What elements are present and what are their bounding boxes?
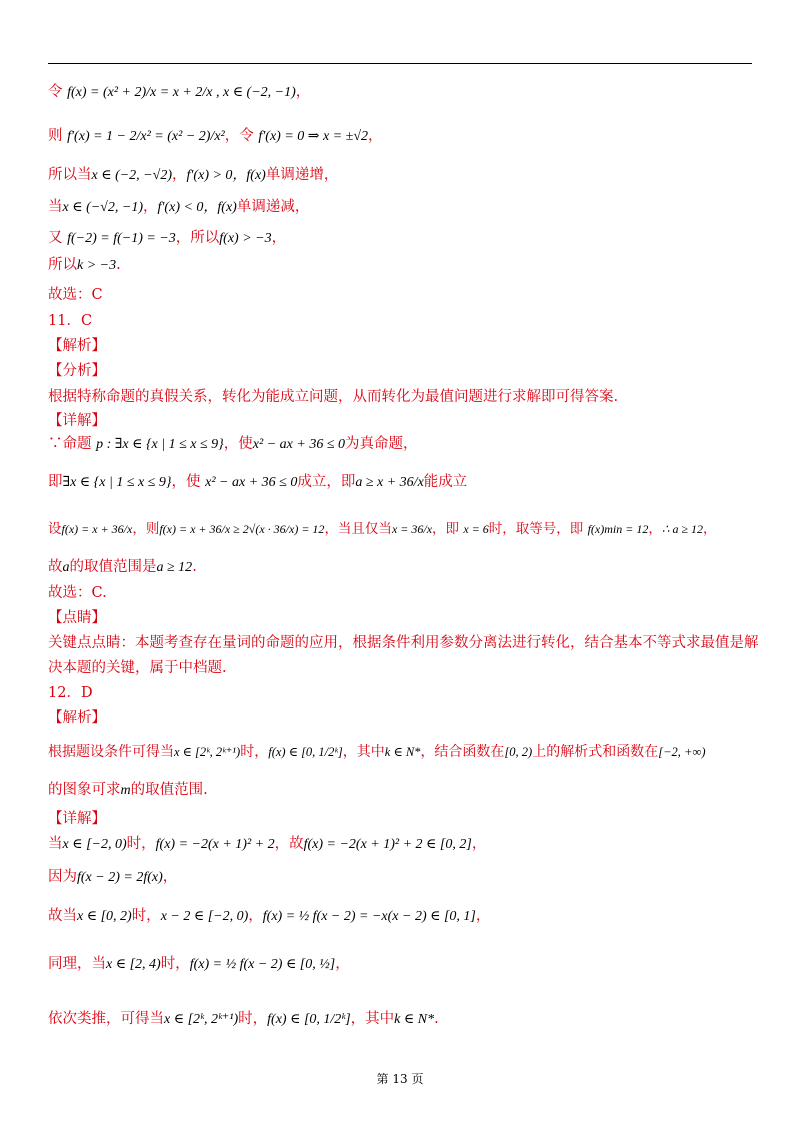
formula: f(x − 2) = 2f(x) xyxy=(77,870,163,885)
formula: x ∈ (−2, −√2) xyxy=(91,168,172,183)
text-segment: 时， xyxy=(160,956,190,972)
analysis-text: 根据特称命题的真假关系，转化为能成立问题，从而转化为最值问题进行求解即可得答案. xyxy=(48,389,619,405)
question-11-heading: 11．C xyxy=(48,313,93,329)
text-segment: 时，取等号，即 xyxy=(488,521,588,537)
formula: f′(x) = 0 ⇒ x = ±√2 xyxy=(258,129,369,144)
text-segment: 时， xyxy=(238,1011,268,1027)
text-segment: 时， xyxy=(240,744,269,760)
formula: a xyxy=(62,560,70,575)
line-derivative xyxy=(48,118,383,154)
text-segment: ，结合函数在 xyxy=(420,744,505,760)
section-jiexi: 【解析】 xyxy=(48,338,106,354)
text-segment: ，其中 xyxy=(342,744,385,760)
formula: k ∈ N* xyxy=(394,1012,435,1027)
text-segment: ，使 xyxy=(171,474,206,490)
formula: x − 2 ∈ [−2, 0) xyxy=(160,909,249,924)
section-xiangjie: 【详解】 xyxy=(48,413,106,429)
text-segment: ，所以 xyxy=(175,230,220,246)
line-proposition xyxy=(48,435,418,454)
line-functional-eq xyxy=(48,868,177,887)
line-case-0-2 xyxy=(48,898,490,934)
formula: x ∈ [−2, 0) xyxy=(62,837,127,852)
formula: m xyxy=(120,783,131,798)
text-segment: ， xyxy=(368,128,383,144)
text-segment: ， xyxy=(648,521,662,537)
text-segment: 当 xyxy=(48,836,63,852)
text-segment: 故 xyxy=(48,559,63,575)
text-segment: 因为 xyxy=(48,869,77,885)
text-segment: 为真命题， xyxy=(345,436,418,452)
text-segment: 所以 xyxy=(48,257,77,273)
line-range-a xyxy=(48,558,197,577)
formula: f(x) = −2(x + 1)² + 2 xyxy=(155,837,275,852)
line-range-m xyxy=(48,781,208,800)
formula: f(−2) = f(−1) = −3 xyxy=(67,231,176,246)
formula: x² − ax + 36 ≤ 0 xyxy=(252,437,345,452)
text-segment: 的图象可求 xyxy=(48,782,121,798)
formula: a ≥ 12 xyxy=(156,560,193,575)
text-segment: 故当 xyxy=(48,908,77,924)
text-segment: . xyxy=(192,559,197,575)
section-xiangjie-12: 【详解】 xyxy=(48,811,106,827)
line-define-f xyxy=(48,74,310,110)
text-segment: 成立，即 xyxy=(297,474,356,490)
text-segment: ，当且仅当 xyxy=(324,521,392,537)
text-segment: ， xyxy=(475,908,491,924)
formula: k ∈ N* xyxy=(384,745,421,759)
text-segment: ， xyxy=(335,956,350,972)
text-segment: 设 xyxy=(48,521,62,537)
formula: f(x) = ½ f(x − 2) ∈ [0, ½] xyxy=(189,957,336,972)
formula: f(x) ∈ [0, 1/2ᵏ] xyxy=(268,745,343,759)
line-values xyxy=(48,229,286,248)
comment-text-1: 关键点点睛：本题考查存在量词的命题的应用，根据条件利用参数分离法进行转化，结合基本不等式求最值是解 xyxy=(48,635,759,651)
text-segment: . xyxy=(434,1011,439,1027)
page-footer: 第 13 页 xyxy=(376,1072,424,1086)
question-12-heading: 12．D xyxy=(48,685,93,701)
formula: x ∈ (−√2, −1) xyxy=(62,200,143,215)
comment-text-2: 决本题的关键，属于中档题. xyxy=(48,660,227,676)
text-segment: ， xyxy=(295,84,311,100)
text-segment: 能成立 xyxy=(423,474,468,490)
text-segment: ， xyxy=(171,167,187,183)
line-general-case xyxy=(48,1001,439,1037)
line-am-gm xyxy=(48,511,717,547)
text-segment: 则 xyxy=(48,128,68,144)
formula: f(x) ∈ [0, 1/2ᵏ] xyxy=(267,1012,351,1027)
section-jiexi-12: 【解析】 xyxy=(48,710,106,726)
formula: f(x) > −3 xyxy=(219,231,272,246)
formula: f(x) = −2(x + 1)² + 2 ∈ [0, 2] xyxy=(303,837,472,852)
line-increasing xyxy=(48,166,338,185)
formula: f(x)min = 12 xyxy=(587,522,649,536)
text-segment: ，故 xyxy=(274,836,304,852)
formula: ∴ a ≥ 12 xyxy=(661,522,704,536)
formula: x ∈ [2, 4) xyxy=(106,957,161,972)
text-segment: ， xyxy=(271,230,287,246)
formula: f(x) = (x² + 2)/x = x + 2/x , x ∈ (−2, −1) xyxy=(67,85,296,100)
text-segment: 令 xyxy=(48,84,68,100)
answer-line-10: 故选：C xyxy=(48,287,103,303)
line-analysis-12 xyxy=(48,734,706,770)
formula: a ≥ x + 36/x xyxy=(355,475,424,490)
text-segment: ， xyxy=(471,836,487,852)
formula: f(x) = x + 36/x xyxy=(61,522,133,536)
text-segment: ， xyxy=(162,869,178,885)
text-segment: ， xyxy=(703,521,717,537)
answer-line-11: 故选：C. xyxy=(48,585,107,601)
text-segment: ，其中 xyxy=(350,1011,395,1027)
line-case-2-4 xyxy=(48,946,350,982)
formula: p : ∃x ∈ {x | 1 ≤ x ≤ 9} xyxy=(96,437,224,452)
formula: ∃x ∈ {x | 1 ≤ x ≤ 9} xyxy=(62,475,172,490)
formula: f(x) = ½ f(x − 2) = −x(x − 2) ∈ [0, 1] xyxy=(262,909,476,924)
text-segment: 同理，当 xyxy=(48,956,106,972)
text-segment: ，使 xyxy=(223,436,253,452)
line-decreasing xyxy=(48,198,309,217)
text-segment: ，令 xyxy=(224,128,259,144)
formula: [−2, +∞) xyxy=(658,745,706,759)
formula: x ∈ [0, 2) xyxy=(77,909,132,924)
formula: f′(x) < 0，f(x) xyxy=(157,200,237,215)
text-segment: 的取值范围是 xyxy=(69,559,157,575)
text-segment: ， xyxy=(142,199,158,215)
text-segment: ∵命题 xyxy=(48,436,97,452)
formula: x² − ax + 36 ≤ 0 xyxy=(205,475,298,490)
line-case-neg xyxy=(48,835,486,854)
text-segment: ，则 xyxy=(132,521,160,537)
section-fenxi: 【分析】 xyxy=(48,363,106,379)
text-segment: 根据题设条件可得当 xyxy=(48,744,174,760)
text-segment: 所以当 xyxy=(48,167,92,183)
formula: f′(x) > 0，f(x) xyxy=(186,168,266,183)
formula: x ∈ [2ᵏ, 2ᵏ⁺¹) xyxy=(164,1012,239,1027)
line-conclusion-k xyxy=(48,256,121,275)
text-segment: ， xyxy=(248,908,263,924)
text-segment: 又 xyxy=(48,230,68,246)
text-segment: 依次类推，可得当 xyxy=(48,1011,164,1027)
formula: x = 6 xyxy=(463,522,489,536)
text-segment: 当 xyxy=(48,199,63,215)
text-segment: ，即 xyxy=(432,521,464,537)
section-dianjing: 【点睛】 xyxy=(48,610,106,626)
formula: x = 36/x xyxy=(391,522,433,536)
formula: k > −3 xyxy=(77,258,117,273)
text-segment: 时， xyxy=(131,908,161,924)
formula: x ∈ [2ᵏ, 2ᵏ⁺¹) xyxy=(174,745,241,759)
formula: [0, 2) xyxy=(504,745,533,759)
text-segment: 时， xyxy=(126,836,156,852)
formula: f(x) = x + 36/x ≥ 2√(x · 36/x) = 12 xyxy=(159,522,325,536)
text-segment: 单调递减， xyxy=(236,199,310,215)
text-segment: 单调递增， xyxy=(265,167,339,183)
line-equivalent xyxy=(48,464,467,500)
text-segment: 上的解析式和函数在 xyxy=(532,744,659,760)
header-rule xyxy=(48,63,752,64)
text-segment: 即 xyxy=(48,474,63,490)
text-segment: . xyxy=(116,257,121,273)
formula: f′(x) = 1 − 2/x² = (x² − 2)/x² xyxy=(67,129,225,144)
text-segment: 的取值范围. xyxy=(130,782,208,798)
